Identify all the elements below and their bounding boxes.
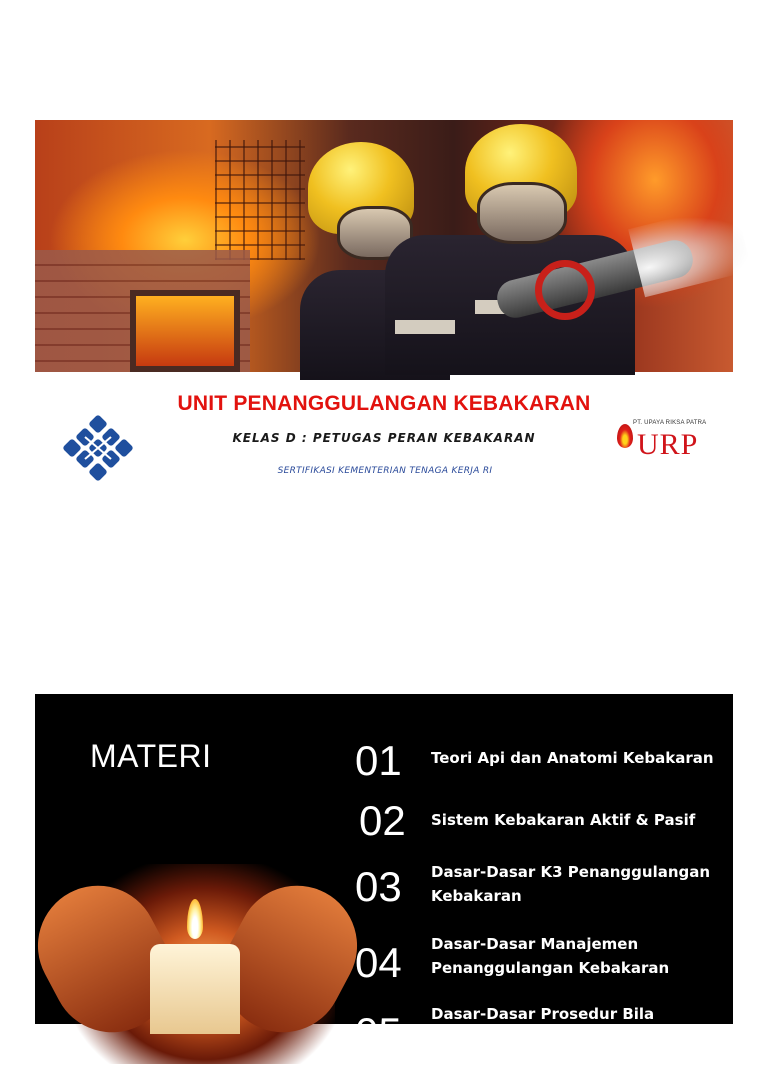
materi-heading: MATERI: [90, 738, 212, 774]
item-label: Teori Api dan Anatomi Kebakaran: [431, 749, 714, 767]
materi-item-05: [35, 1005, 733, 1072]
urp-logo-text: URP: [637, 428, 699, 461]
flame-drop-icon: [617, 424, 633, 448]
item-number: 05: [355, 1009, 402, 1056]
item-number: 03: [355, 863, 402, 910]
slide-title: UNIT PENANGGULANGAN KEBAKARAN: [177, 392, 591, 415]
item-label: Sistem Kebakaran Aktif & Pasif: [431, 811, 696, 829]
slide-subtitle: KELAS D : PETUGAS PERAN KEBAKARAN: [232, 431, 536, 445]
hose-valve: [535, 260, 595, 320]
item-label: Dasar-Dasar Manajemen Penanggulangan Kebakaran: [431, 935, 670, 977]
certification-text: SERTIFIKASI KEMENTERIAN TENAGA KERJA RI: [277, 466, 493, 476]
firefighter-banner-image: [35, 120, 733, 372]
item-number: 04: [355, 939, 402, 986]
item-label: Dasar-Dasar K3 Penanggulangan Kebakaran: [431, 863, 711, 905]
kemnaker-logo-icon: [65, 415, 131, 481]
item-number: 01: [355, 737, 402, 784]
urp-company-name: PT. UPAYA RIKSA PATRA: [633, 420, 707, 426]
urp-logo: [615, 418, 707, 470]
item-number: 02: [359, 797, 406, 844]
materi-item-02: [35, 797, 733, 860]
water-spray: [628, 203, 752, 298]
materi-slide: [35, 694, 733, 1056]
burning-window: [130, 290, 240, 372]
materi-item-01: [35, 737, 733, 800]
item-label: Dasar-Dasar Prosedur Bila: [431, 1005, 655, 1023]
materi-item-03: [35, 863, 733, 926]
title-slide: [35, 120, 733, 495]
materi-item-04: [35, 935, 733, 1002]
